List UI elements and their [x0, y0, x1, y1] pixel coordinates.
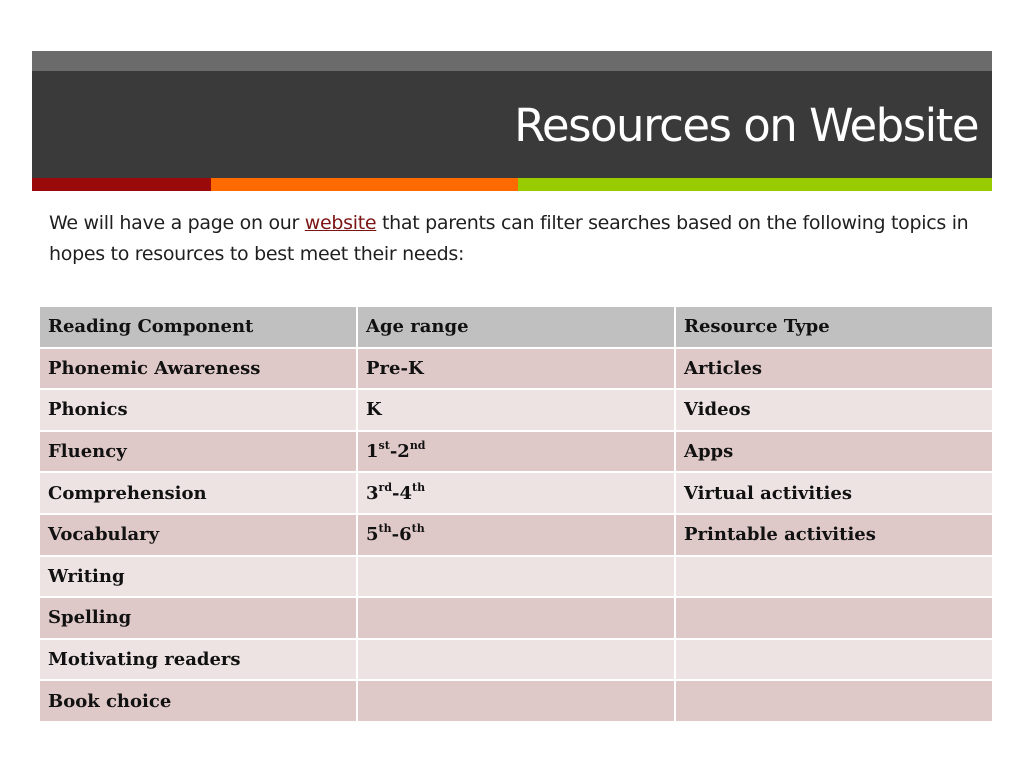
cell-resource-type: Videos: [675, 389, 993, 431]
title-bar: [32, 71, 992, 178]
cell-resource-type: [675, 639, 993, 681]
table-row: [39, 472, 993, 514]
header-resource-type: Resource Type: [675, 306, 993, 348]
cell-age-range: [357, 556, 675, 598]
ordinal-suffix: th: [378, 522, 392, 536]
table-row: [39, 597, 993, 639]
cell-age-range: [357, 639, 675, 681]
table-row: [39, 556, 993, 598]
ordinal-suffix: th: [412, 480, 426, 494]
table-header-row: [39, 306, 993, 348]
cell-reading-component: Vocabulary: [39, 514, 357, 556]
cell-reading-component: Fluency: [39, 431, 357, 473]
ordinal-suffix: st: [378, 439, 390, 453]
cell-resource-type: [675, 556, 993, 598]
intro-paragraph: [49, 208, 979, 270]
accent-orange-segment: [211, 178, 518, 191]
cell-resource-type: Printable activities: [675, 514, 993, 556]
cell-resource-type: [675, 597, 993, 639]
cell-age-range: Pre-K: [357, 348, 675, 390]
header-age-range: Age range: [357, 306, 675, 348]
cell-reading-component: Book choice: [39, 680, 357, 722]
title-top-strip: [32, 51, 992, 71]
cell-reading-component: Phonemic Awareness: [39, 348, 357, 390]
accent-bar: [32, 178, 992, 191]
accent-green-segment: [518, 178, 992, 191]
table-row: [39, 389, 993, 431]
cell-reading-component: Comprehension: [39, 472, 357, 514]
slide-title: Resources on Website: [514, 99, 978, 152]
cell-reading-component: Motivating readers: [39, 639, 357, 681]
ordinal-suffix: th: [411, 522, 425, 536]
intro-text-before: We will have a page on our: [49, 212, 305, 234]
resources-table: [38, 305, 994, 723]
grade-number: -2: [389, 441, 410, 463]
cell-reading-component: Spelling: [39, 597, 357, 639]
cell-age-range: [357, 680, 675, 722]
ordinal-suffix: nd: [409, 439, 426, 453]
intro-text-after: that parents can filter searches based on the following topics in hopes to resources to best meet their needs:: [49, 212, 969, 265]
table-row: [39, 348, 993, 390]
table-row: [39, 680, 993, 722]
cell-age-range: [357, 472, 675, 514]
grade-number: -6: [391, 524, 412, 546]
grade-number: 1: [366, 441, 379, 463]
cell-age-range: [357, 514, 675, 556]
cell-age-range: [357, 431, 675, 473]
website-link[interactable]: website: [304, 212, 377, 234]
grade-number: -4: [392, 482, 413, 504]
header-reading-component: Reading Component: [39, 306, 357, 348]
accent-dark-red-segment: [32, 178, 211, 191]
grade-number: 3: [366, 482, 379, 504]
cell-reading-component: Phonics: [39, 389, 357, 431]
table-row: [39, 514, 993, 556]
cell-reading-component: Writing: [39, 556, 357, 598]
cell-resource-type: Apps: [675, 431, 993, 473]
cell-age-range: K: [357, 389, 675, 431]
table-row: [39, 639, 993, 681]
cell-resource-type: [675, 680, 993, 722]
ordinal-suffix: rd: [378, 480, 393, 494]
cell-resource-type: Virtual activities: [675, 472, 993, 514]
cell-age-range: [357, 597, 675, 639]
table-row: [39, 431, 993, 473]
cell-resource-type: Articles: [675, 348, 993, 390]
grade-number: 5: [366, 524, 379, 546]
